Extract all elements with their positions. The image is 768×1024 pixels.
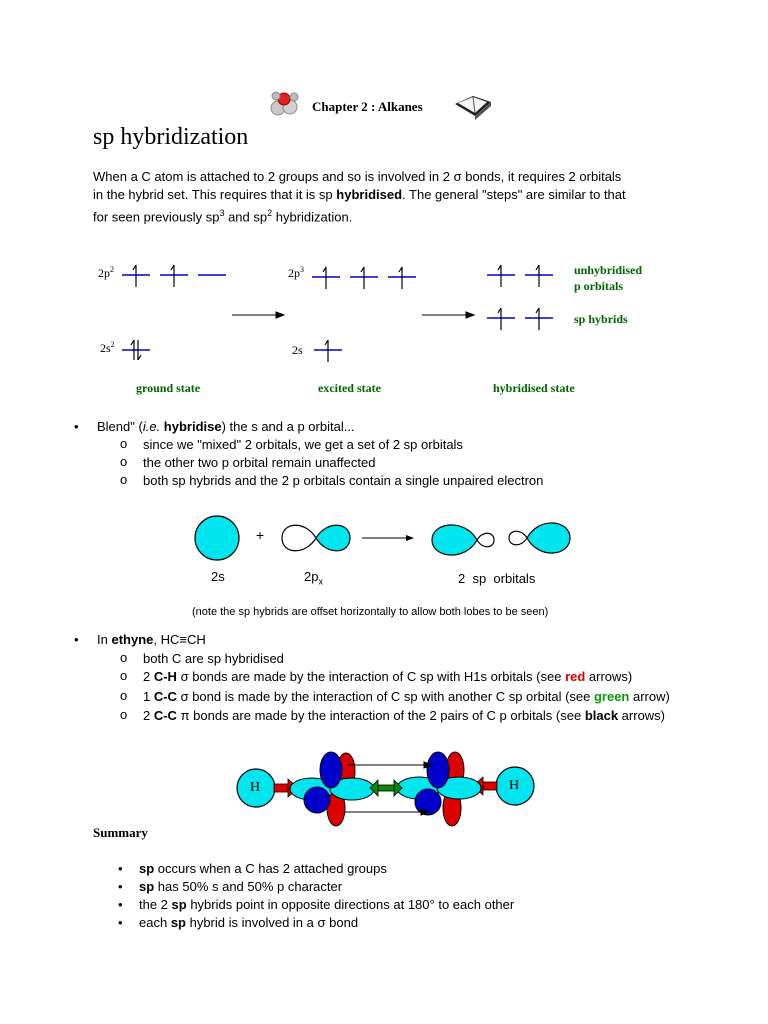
intro-line-3: for seen previously $sp^3$ and $sp^2$ hybridization. (93, 208, 353, 225)
carbon-right (397, 752, 481, 826)
label-2px-orbital: $2p_x$ (304, 569, 323, 587)
bullet1-sub-2: the other two p orbital remain unaffected (143, 455, 376, 470)
bullet2-sub-3: 1 C-C σ bond is made by the interaction of C sp with another C sp orbital (see green arrow) (143, 689, 670, 704)
sub-marker: o (120, 454, 128, 469)
bullet-marker: • (118, 897, 123, 912)
summary-item-1: sp occurs when a C has 2 attached groups (139, 861, 387, 876)
excited-state-label: excited state (318, 381, 381, 395)
summary-item-3: the 2 sp hybrids point in opposite directions at 180° to each other (139, 897, 515, 912)
page-title: sp hybridization (93, 124, 249, 150)
sub-marker: o (120, 650, 128, 665)
summary-heading: Summary (93, 825, 148, 840)
bullet2-sub-4: 2 C-C π bonds are made by the interaction of the 2 pairs of C p orbitals (see black arrows) (143, 708, 666, 723)
bullet-marker: • (74, 419, 79, 434)
bullet1-sub-3: both sp hybrids and the 2 p orbitals contain a single unpaired electron (143, 473, 544, 488)
bullet-marker: • (118, 861, 123, 876)
label-2p2: $2p^2$ (98, 265, 114, 280)
bullet2-sub-1: both C are sp hybridised (143, 651, 284, 666)
bullet2-text: In ethyne, HC≡CH (97, 632, 206, 647)
label-2s2: $2s^2$ (100, 340, 115, 355)
sub-marker: o (120, 472, 128, 487)
sp-hybrids-label: sp hybrids (574, 312, 628, 326)
ground-state-label: ground state (136, 381, 201, 395)
intro-line-1: When a C atom is attached to 2 groups and so is involved in 2 σ bonds, it requires 2 orbitals (93, 169, 622, 184)
h-label-right: H (509, 778, 520, 793)
plus-sign: + (256, 527, 265, 543)
bullet2-sub-2: 2 C-H σ bonds are made by the interaction of C sp with H1s orbitals (see red arrows) (143, 669, 633, 684)
summary-item-4: each sp hybrid is involved in a σ bond (139, 915, 359, 930)
bullet1-sub-1: since we "mixed" 2 orbitals, we get a set of 2 sp orbitals (143, 437, 463, 452)
h-label-left: H (250, 780, 261, 795)
intro-line-2: in the hybrid set. This requires that it is sp hybridised. The general "steps" are similar to that (93, 187, 626, 202)
chapter-heading: Chapter 2 : Alkanes (312, 99, 423, 114)
summary-item-2: sp has 50% s and 50% p character (139, 879, 343, 894)
bullet-marker: • (118, 879, 123, 894)
carbon-left (290, 752, 374, 826)
bullet1-text: Blend" (i.e. hybridise) the s and a p orbital... (97, 419, 355, 434)
green-double-arrow (370, 780, 402, 796)
label-sp-orbitals: 2 sp orbitals (458, 571, 536, 586)
label-2s-orbital: 2s (211, 569, 225, 584)
label-2s: 2s (292, 343, 303, 357)
bullet-marker: • (74, 632, 79, 647)
sub-marker: o (120, 436, 128, 451)
bullet-marker: • (118, 915, 123, 930)
sub-marker: o (120, 668, 128, 683)
sub-marker: o (120, 688, 128, 703)
sub-marker: o (120, 707, 128, 722)
label-2p3: $2p^3$ (288, 265, 304, 280)
unhybridised-label: unhybridised p orbitals (574, 263, 643, 293)
orbital-note: (note the sp hybrids are offset horizontally to allow both lobes to be seen) (192, 606, 549, 618)
hybridised-state-label: hybridised state (493, 381, 575, 395)
